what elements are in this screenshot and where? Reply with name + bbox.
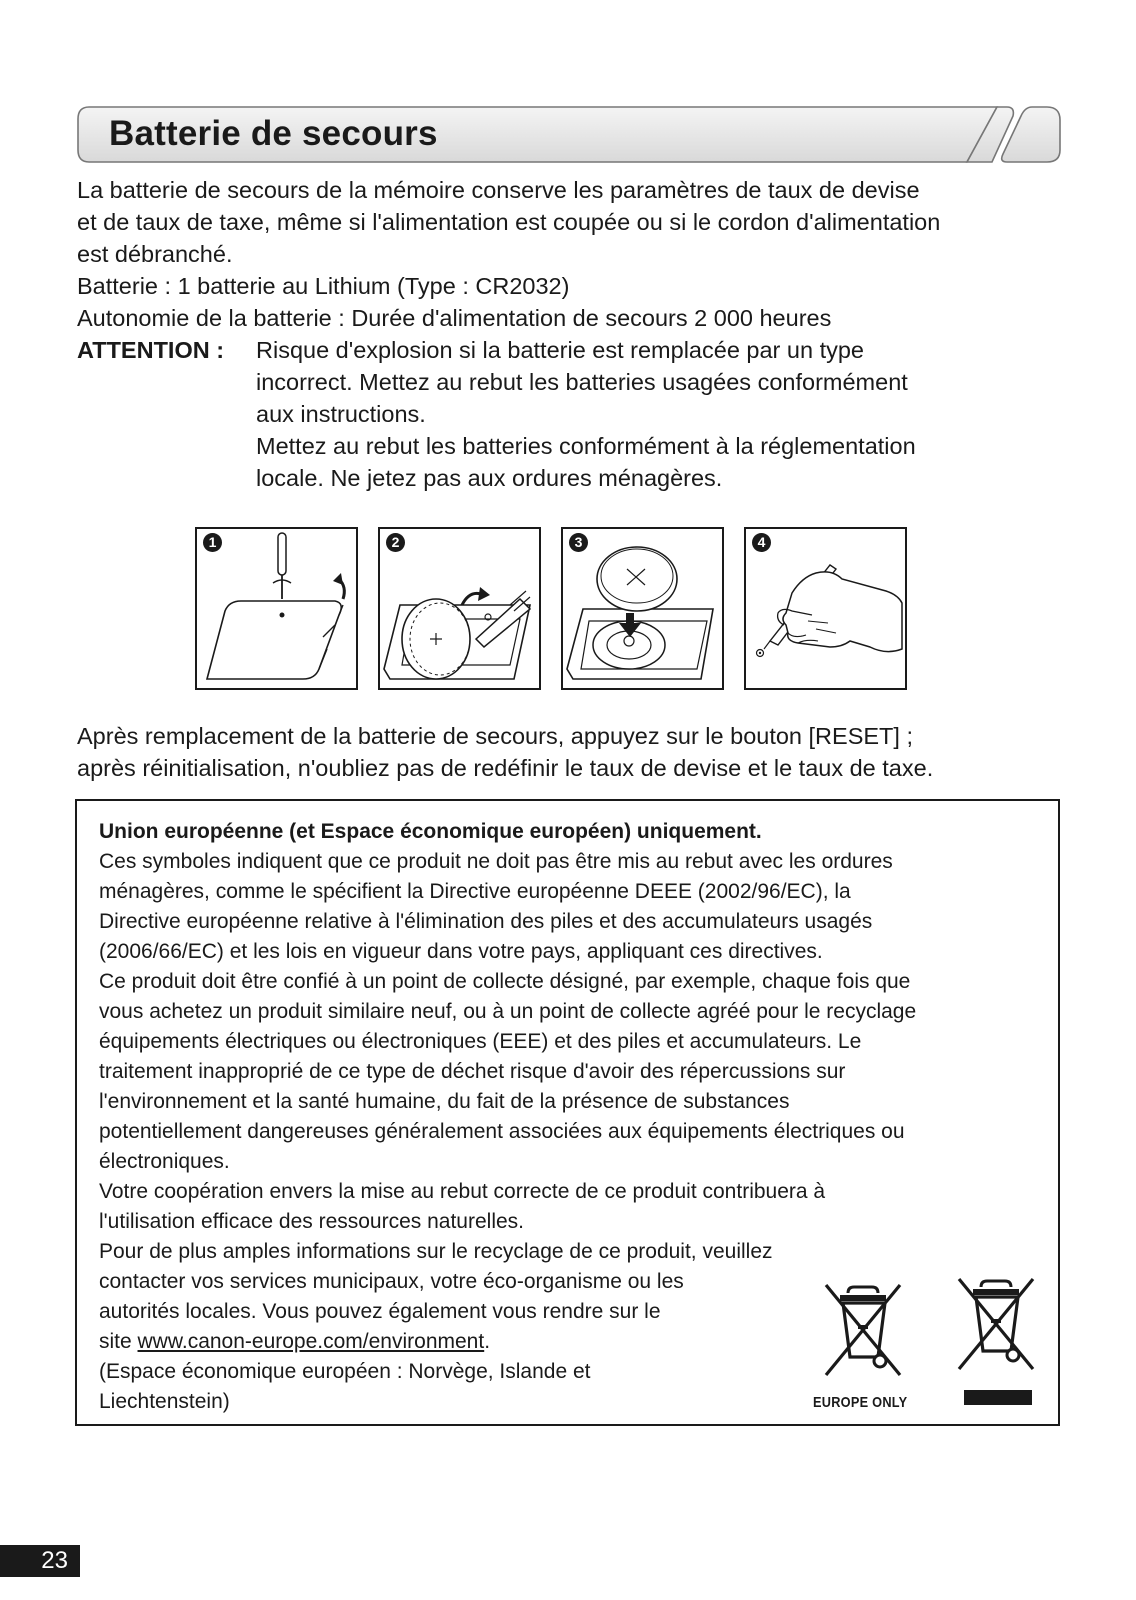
eu-notice-line: Pour de plus amples informations sur le recyclage de ce produit, veuillez [99,1240,773,1263]
after-line: après réinitialisation, n'oubliez pas de redéfinir le taux de devise et le taux de taxe. [77,755,934,781]
eu-notice-line: Directive européenne relative à l'élimination des piles et des accumulateurs usagés [99,910,873,933]
warning-line: Mettez au rebut les batteries conformément à la réglementation [256,433,916,459]
eu-notice-line: potentiellement dangereuses généralement associées aux équipements électriques ou [99,1120,905,1143]
eu-notice-line: autorités locales. Vous pouvez également vous rendre sur le [99,1300,661,1323]
site-suffix: . [484,1330,491,1353]
screwdriver-remove-screw-illustration [197,529,356,688]
section-header [77,106,1062,166]
battery-insert-illustration [563,529,722,688]
eu-notice-line: Ces symboles indiquent que ce produit ne doit pas être mis au rebut avec les ordures [99,850,893,873]
intro-line: est débranché. [77,241,233,267]
eu-notice-line: contacter vos services municipaux, votre éco-organisme ou les [99,1270,684,1293]
eu-notice-line: traitement inapproprié de ce type de déchet risque d'avoir des répercussions sur [99,1060,846,1083]
step-2-figure [378,527,541,690]
eu-notice-line: Votre coopération envers la mise au rebut correcte de ce produit contribuera à [99,1180,826,1203]
eu-notice-line: (2006/66/EC) et les lois en vigueur dans votre pays, appliquant ces directives. [99,940,823,963]
black-bar-symbol [964,1390,1032,1405]
step-3-figure [561,527,724,690]
intro-line: La batterie de secours de la mémoire conserve les paramètres de taux de devise [77,177,920,203]
page-title: Batterie de secours [109,114,438,153]
battery-life: Autonomie de la batterie : Durée d'alimentation de secours 2 000 heures [77,305,832,331]
canon-environment-link[interactable]: www.canon-europe.com/environment [137,1330,485,1353]
press-reset-hand-illustration [746,529,905,688]
warning-line: aux instructions. [256,401,426,427]
step-number-badge: 3 [569,533,588,552]
warning-text [256,334,1026,494]
after-replacement-text [77,720,1077,784]
intro-line: et de taux de taxe, même si l'alimentation est coupée ou si le cordon d'alimentation [77,209,941,235]
site-prefix: site [99,1330,138,1353]
warning-line: Risque d'explosion si la batterie est remplacée par un type [256,337,864,363]
warning-line: locale. Ne jetez pas aux ordures ménagères. [256,465,723,491]
eea-line: (Espace économique européen : Norvège, Islande et [99,1360,591,1383]
crossed-out-wheelie-bin-icon [822,1279,904,1379]
eu-notice-line: Ce produit doit être confié à un point de collecte désigné, par exemple, chaque fois que [99,970,911,993]
step-4-figure [744,527,907,690]
eea-line: Liechtenstein) [99,1390,230,1413]
crossed-out-battery-bin-icon [955,1273,1037,1373]
eu-disposal-notice [75,799,1060,1426]
step-number-badge: 2 [386,533,405,552]
battery-type: Batterie : 1 batterie au Lithium (Type : CR2032) [77,273,570,299]
eu-notice-title: Union européenne (et Espace économique européen) uniquement. [99,820,762,843]
battery-replacement-steps [195,527,925,692]
step-number-badge: 4 [752,533,771,552]
eu-notice-line: l'environnement et la santé humaine, du fait de la présence de substances [99,1090,790,1113]
eu-notice-line: vous achetez un produit similaire neuf, ou à un point de collecte agréé pour le recyclage [99,1000,917,1023]
warning-label: ATTENTION : [77,337,225,363]
eu-notice-line: ménagères, comme le spécifient la Directive européenne DEEE (2002/96/EC), la [99,880,851,903]
battery-pry-out-illustration [380,529,539,688]
eu-notice-line: équipements électriques ou électroniques (EEE) et des piles et accumulateurs. Le [99,1030,862,1053]
eu-site-line [99,1327,799,1357]
europe-only-label: EUROPE ONLY [813,1394,908,1411]
page-number [0,1545,80,1577]
warning-line: incorrect. Mettez au rebut les batteries usagées conformément [256,369,908,395]
page-number-text: 23 [41,1547,68,1574]
eu-notice-line: l'utilisation efficace des ressources naturelles. [99,1210,525,1233]
after-line: Après remplacement de la batterie de secours, appuyez sur le bouton [RESET] ; [77,723,913,749]
intro-text [77,174,1067,334]
step-number-badge: 1 [203,533,222,552]
eu-notice-line: électroniques. [99,1150,230,1173]
step-1-figure [195,527,358,690]
